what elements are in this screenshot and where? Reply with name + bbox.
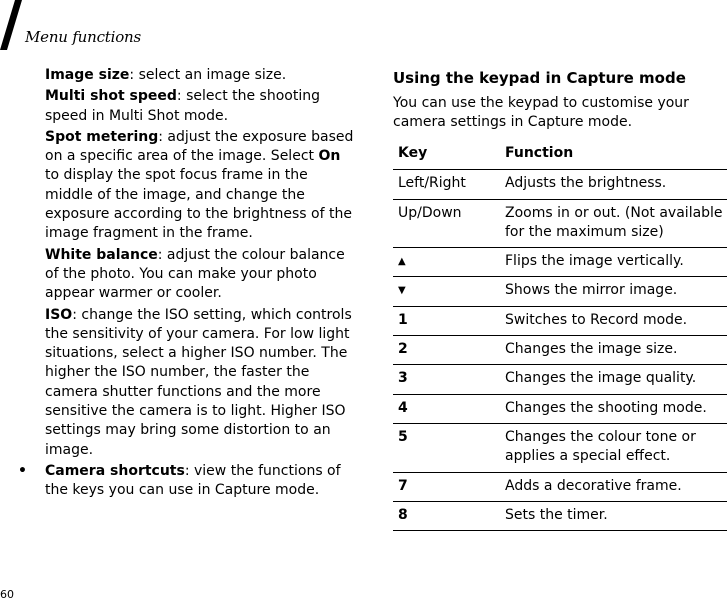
item-spot-metering (45, 128, 355, 244)
item-iso (45, 306, 355, 460)
table-row (393, 306, 727, 335)
item-desc: : select the shooting speed in Multi Shot mode. (45, 88, 320, 124)
right-column (393, 68, 727, 133)
item-desc: : adjust the colour balance of the photo. You can make your photo appear warmer or cooler. (45, 246, 345, 302)
item-term: Multi shot speed (45, 88, 177, 105)
item-multi-shot-speed (45, 87, 355, 126)
table-row (393, 277, 727, 306)
item-white-balance (45, 246, 355, 304)
key-cell: 3 (393, 365, 505, 394)
table-row (393, 170, 727, 199)
function-cell: Flips the image vertically. (505, 248, 727, 277)
bullet-camera-shortcuts (18, 462, 355, 501)
key-cell: 4 (393, 394, 505, 423)
key-function-table (393, 141, 727, 531)
table-row (393, 199, 727, 248)
item-term: ISO (45, 306, 73, 323)
function-cell: Zooms in or out. (Not available for the maximum size) (505, 199, 727, 248)
key-cell: 2 (393, 336, 505, 365)
column-header-key: Key (393, 141, 505, 170)
function-cell: Sets the timer. (505, 501, 727, 530)
bullet-icon: • (18, 462, 27, 479)
function-cell: Adds a decorative frame. (505, 472, 727, 501)
table-row (393, 501, 727, 530)
table-row (393, 365, 727, 394)
item-term: Spot metering (45, 128, 159, 145)
page-header-title: Menu functions (25, 28, 142, 46)
key-cell: 1 (393, 306, 505, 335)
key-cell: 7 (393, 472, 505, 501)
table-header-row (393, 141, 727, 170)
function-cell: Switches to Record mode. (505, 306, 727, 335)
table-row (393, 394, 727, 423)
item-term: White balance (45, 246, 158, 263)
table-row (393, 248, 727, 277)
page-number: 60 (0, 588, 14, 601)
option-on: On (318, 148, 341, 165)
item-desc: : adjust the exposure based on a specific area of the image. Select (45, 128, 354, 165)
item-image-size (45, 66, 355, 85)
section-heading: Using the keypad in Capture mode (393, 69, 686, 87)
function-cell: Shows the mirror image. (505, 277, 727, 306)
key-cell: Up/Down (393, 199, 505, 248)
item-term: Image size (45, 67, 130, 83)
up-arrow-key-icon: ▲ (393, 248, 505, 277)
key-cell: Left/Right (393, 170, 505, 199)
key-cell: 8 (393, 501, 505, 530)
function-cell: Adjusts the brightness. (505, 170, 727, 199)
header-bar-graphic (0, 0, 22, 50)
item-desc: : view the functions of the keys you can use in Capture mode. (45, 462, 341, 499)
table-row (393, 336, 727, 365)
item-desc: : change the ISO setting, which controls the sensitivity of your camera. For low light situations, select a higher ISO number. The higher the ISO number, the faster the camera shutter functions and the more sensitive the camera is to light. Higher ISO settings may bring some distortion to an image. (45, 306, 352, 458)
column-header-function: Function (505, 141, 727, 170)
item-term: Camera shortcuts (45, 462, 185, 479)
item-desc: : select an image size. (129, 67, 287, 83)
function-cell: Changes the image size. (505, 336, 727, 365)
function-cell: Changes the image quality. (505, 365, 727, 394)
table-row (393, 423, 727, 472)
function-cell: Changes the shooting mode. (505, 394, 727, 423)
section-intro: You can use the keypad to customise your camera settings in Capture mode. (393, 95, 689, 131)
key-cell: 5 (393, 423, 505, 472)
function-cell: Changes the colour tone or applies a special effect. (505, 423, 727, 472)
item-desc-continued: to display the spot focus frame in the middle of the image, and change the exposure according to the brightness of the image fragment in the frame. (45, 167, 352, 242)
table-row (393, 472, 727, 501)
left-column (18, 66, 355, 503)
down-arrow-key-icon: ▼ (393, 277, 505, 306)
